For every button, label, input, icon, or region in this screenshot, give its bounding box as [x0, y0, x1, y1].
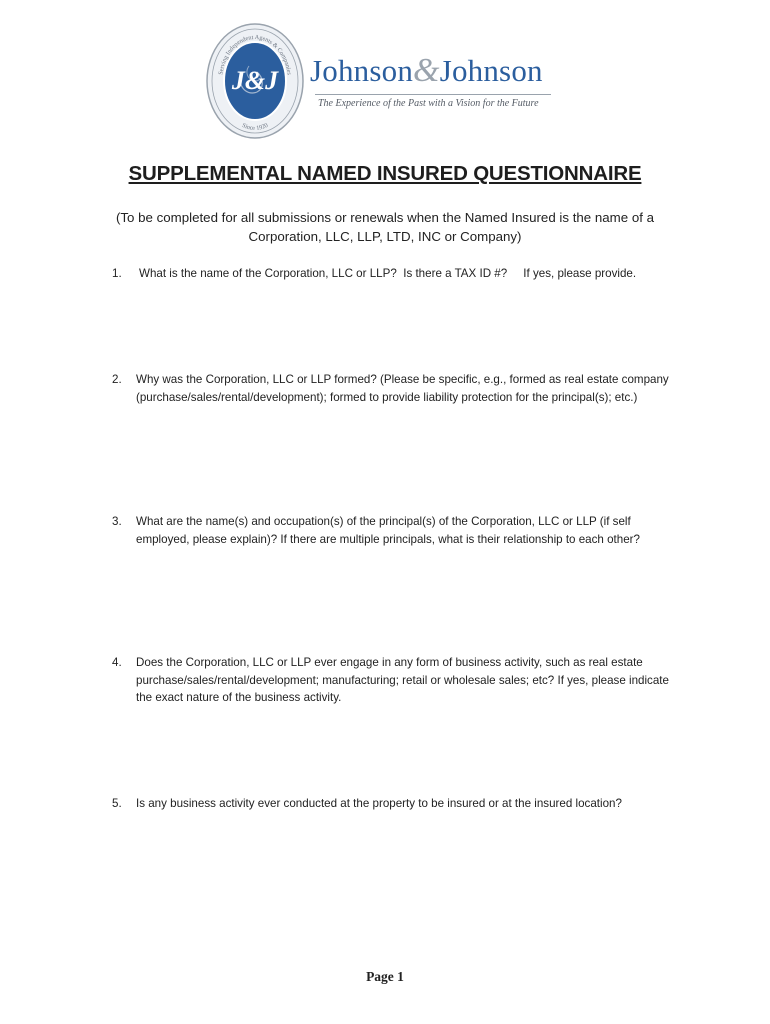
brand-divider	[315, 94, 551, 95]
question-number: 1.	[112, 267, 122, 280]
brand-name-ampersand: &	[413, 52, 440, 89]
brand-wordmark	[310, 52, 543, 90]
question-text: Why was the Corporation, LLC or LLP formed? (Please be specific, e.g., formed as real estate company (purchase/sales/rental/development); formed to provide liability protection for the principal(s); etc.)	[136, 373, 669, 404]
question-text: Does the Corporation, LLC or LLP ever engage in any form of business activity, such as real estate purchase/sales/rental/development; manufacturing; retail or wholesale sales; etc? If yes, please indicate the exact nature of the business activity.	[136, 656, 669, 704]
brand-tagline: The Experience of the Past with a Vision for the Future	[318, 98, 539, 109]
question-text: What is the name of the Corporation, LLC or LLP? Is there a TAX ID #? If yes, please provide.	[139, 267, 637, 280]
document-intro: (To be completed for all submissions or renewals when the Named Insured is the name of a Corporation, LLC, LLP, LTD, INC or Company)	[115, 210, 655, 244]
question-number: 2.	[112, 373, 122, 386]
question-number: 3.	[112, 515, 122, 528]
question-3	[112, 513, 672, 548]
letterhead	[205, 22, 575, 142]
question-text: Is any business activity ever conducted at the property to be insured or at the insured location?	[136, 797, 622, 810]
company-seal-logo	[205, 22, 305, 140]
question-2	[112, 371, 672, 406]
question-5	[112, 795, 672, 813]
question-number: 5.	[112, 797, 122, 810]
brand-name-second: Johnson	[439, 53, 543, 88]
seal-top-text: Serving Independent Agents & Companies	[217, 33, 293, 76]
page-number: Page 1	[366, 969, 404, 984]
brand-name-first: Johnson	[310, 53, 414, 88]
question-text: What are the name(s) and occupation(s) of the principal(s) of the Corporation, LLC or LLP (if self employed, please explain)? If there are multiple principals, what is their relationship to each other?	[136, 515, 640, 546]
document-title: SUPPLEMENTAL NAMED INSURED QUESTIONNAIRE	[128, 162, 642, 185]
seal-since-text: Since 1920	[240, 121, 270, 132]
question-4	[112, 654, 672, 707]
question-number: 4.	[112, 656, 122, 669]
seal-monogram: J&J	[231, 66, 279, 95]
question-1	[112, 265, 672, 283]
